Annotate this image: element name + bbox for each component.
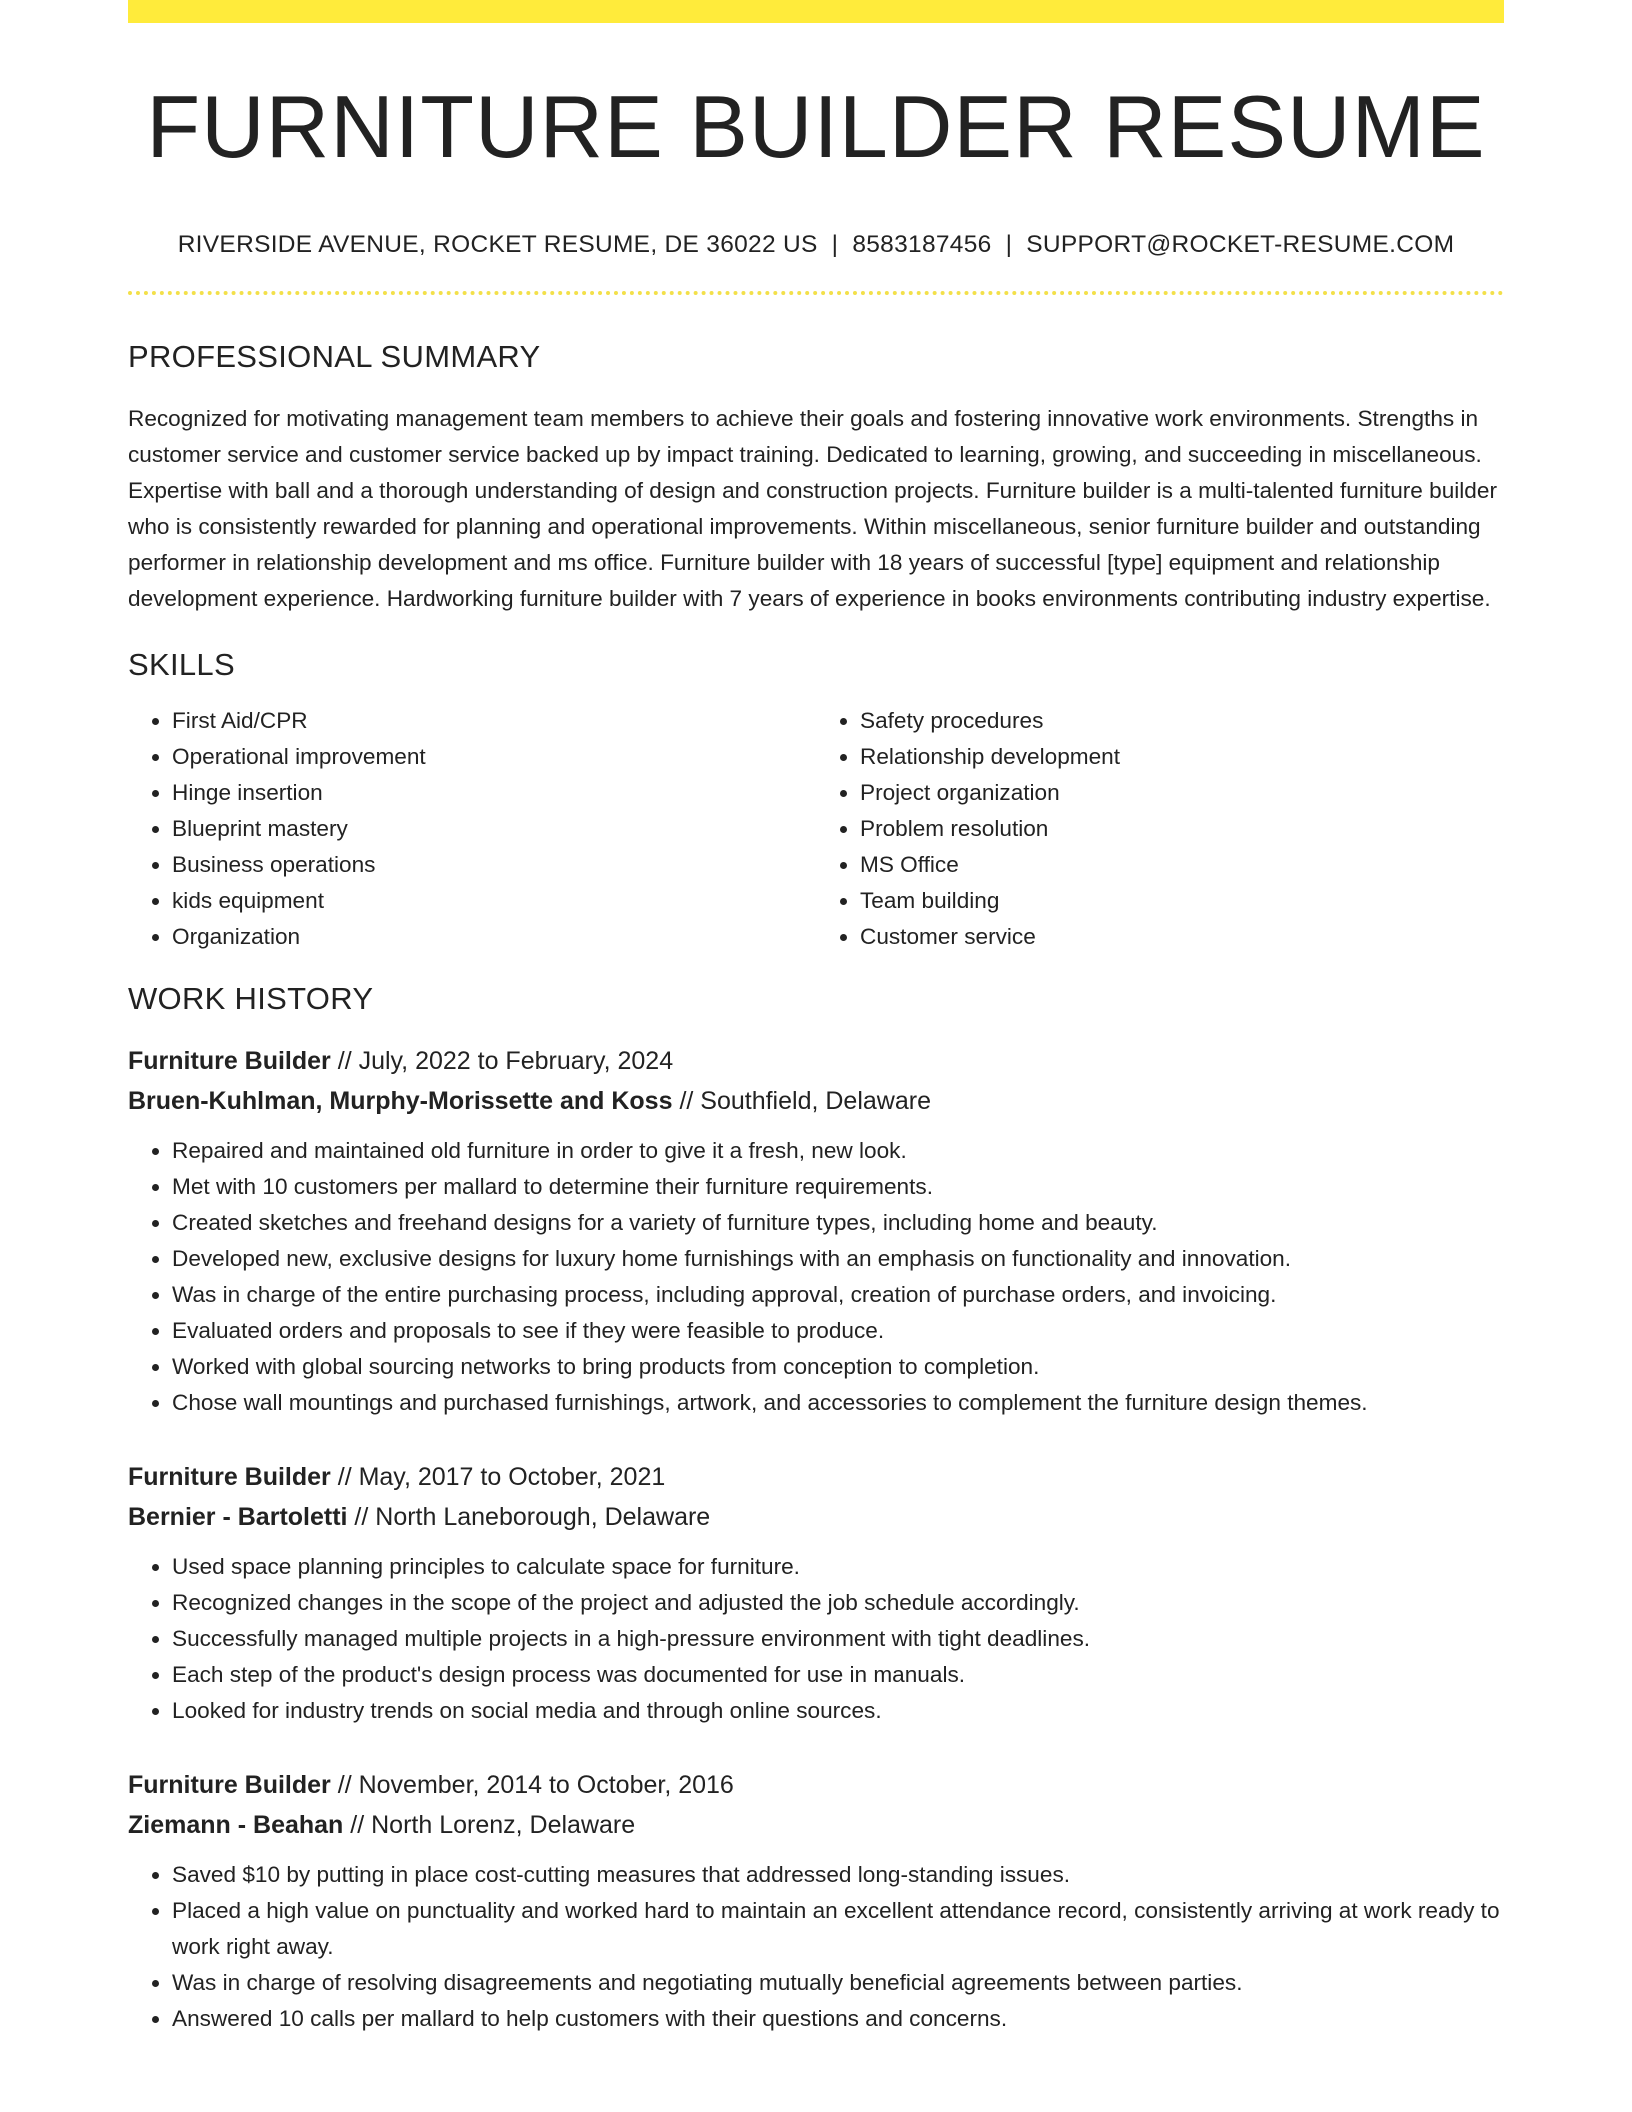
skill-item: • Customer service bbox=[860, 919, 1504, 955]
resume-page bbox=[128, 0, 1504, 2037]
job-bullet: • Looked for industry trends on social media and through online sources. bbox=[172, 1693, 1504, 1729]
job-title-line bbox=[128, 1765, 1504, 1805]
job-title-line bbox=[128, 1041, 1504, 1081]
skill-item: • Organization bbox=[172, 919, 816, 955]
section-heading-work-history: WORK HISTORY bbox=[128, 981, 374, 1016]
dotted-divider bbox=[128, 291, 1504, 295]
job-bullets bbox=[128, 1857, 1504, 2037]
section-heading-skills: SKILLS bbox=[128, 647, 235, 682]
job-bullets bbox=[128, 1549, 1504, 1729]
job-bullet: • Worked with global sourcing networks to bring products from conception to completion. bbox=[172, 1349, 1504, 1385]
job-location: // North Lorenz, Delaware bbox=[343, 1811, 636, 1839]
job-title: Furniture Builder bbox=[128, 1463, 331, 1491]
job-bullet: • Met with 10 customers per mallard to determine their furniture requirements. bbox=[172, 1169, 1504, 1205]
job-entry bbox=[128, 1765, 1504, 2037]
contact-line bbox=[128, 231, 1504, 259]
job-dates: // November, 2014 to October, 2016 bbox=[330, 1771, 734, 1799]
job-bullet: • Was in charge of the entire purchasing process, including approval, creation of purchase orders, and invoicing. bbox=[172, 1277, 1504, 1313]
job-bullet: • Each step of the product's design process was documented for use in manuals. bbox=[172, 1657, 1504, 1693]
job-bullet: • Developed new, exclusive designs for luxury home furnishings with an emphasis on functionality and innovation. bbox=[172, 1241, 1504, 1277]
skill-item: • kids equipment bbox=[172, 883, 816, 919]
job-company-line bbox=[128, 1497, 1504, 1537]
skills-list-left bbox=[128, 703, 816, 955]
job-company: Ziemann - Beahan bbox=[128, 1811, 344, 1839]
contact-phone: 8583187456 bbox=[852, 231, 992, 258]
job-title-line bbox=[128, 1457, 1504, 1497]
skill-item: • Business operations bbox=[172, 847, 816, 883]
skill-item: • Hinge insertion bbox=[172, 775, 816, 811]
skill-item: • Project organization bbox=[860, 775, 1504, 811]
job-bullet: • Repaired and maintained old furniture in order to give it a fresh, new look. bbox=[172, 1133, 1504, 1169]
job-company-line bbox=[128, 1081, 1504, 1121]
job-title: Furniture Builder bbox=[128, 1771, 331, 1799]
skill-item: • Team building bbox=[860, 883, 1504, 919]
skill-item: • Operational improvement bbox=[172, 739, 816, 775]
job-bullet: • Evaluated orders and proposals to see if they were feasible to produce. bbox=[172, 1313, 1504, 1349]
job-bullet: • Chose wall mountings and purchased furnishings, artwork, and accessories to complement the furniture design themes. bbox=[172, 1385, 1504, 1421]
skill-item: • Blueprint mastery bbox=[172, 811, 816, 847]
skill-item: • First Aid/CPR bbox=[172, 703, 816, 739]
summary-text: Recognized for motivating management team members to achieve their goals and fostering innovative work environments. Strengths in customer service and customer service backed up by impact training. Dedicated to learning, growing, and succeeding in miscellaneous. Expertise with ball and a thorough understanding of design and construction projects. Furniture builder is a multi-talented furniture builder who is consistently rewarded for planning and operational improvements. Within miscellaneous, senior furniture builder and outstanding performer in relationship development and ms office. Furniture builder with 18 years of successful [type] equipment and relationship development experience. Hardworking furniture builder with 7 years of experience in books environments contributing industry expertise. bbox=[128, 406, 1497, 611]
accent-bar bbox=[128, 0, 1504, 23]
skill-item: • Safety procedures bbox=[860, 703, 1504, 739]
job-bullet: • Recognized changes in the scope of the project and adjusted the job schedule accordingly. bbox=[172, 1585, 1504, 1621]
skill-item: • MS Office bbox=[860, 847, 1504, 883]
job-bullet: • Was in charge of resolving disagreements and negotiating mutually beneficial agreements between parties. bbox=[172, 1965, 1504, 2001]
job-bullet: • Used space planning principles to calculate space for furniture. bbox=[172, 1549, 1504, 1585]
job-location: // Southfield, Delaware bbox=[672, 1087, 931, 1115]
job-company: Bernier - Bartoletti bbox=[128, 1503, 348, 1531]
job-bullet: • Answered 10 calls per mallard to help customers with their questions and concerns. bbox=[172, 2001, 1504, 2037]
work-history-section bbox=[128, 981, 1504, 2037]
job-entry bbox=[128, 1041, 1504, 1421]
section-heading-summary: PROFESSIONAL SUMMARY bbox=[128, 339, 541, 374]
job-location: // North Laneborough, Delaware bbox=[347, 1503, 711, 1531]
job-dates: // July, 2022 to February, 2024 bbox=[330, 1047, 674, 1075]
job-company: Bruen-Kuhlman, Murphy-Morissette and Koss bbox=[128, 1087, 673, 1115]
skills-list-right bbox=[816, 703, 1504, 955]
job-bullet: • Successfully managed multiple projects in a high-pressure environment with tight deadlines. bbox=[172, 1621, 1504, 1657]
contact-address: RIVERSIDE AVENUE, ROCKET RESUME, DE 36022 US bbox=[177, 231, 818, 258]
job-bullet: • Created sketches and freehand designs for a variety of furniture types, including home and beauty. bbox=[172, 1205, 1504, 1241]
contact-separator: | bbox=[1005, 231, 1013, 258]
job-title: Furniture Builder bbox=[128, 1047, 331, 1075]
job-bullet: • Placed a high value on punctuality and worked hard to maintain an excellent attendance record, consistently arriving at work ready to work right away. bbox=[172, 1893, 1504, 1965]
contact-separator: | bbox=[831, 231, 839, 258]
contact-email: SUPPORT@ROCKET-RESUME.COM bbox=[1026, 231, 1455, 258]
job-bullets bbox=[128, 1133, 1504, 1421]
skill-item: • Problem resolution bbox=[860, 811, 1504, 847]
skills-section bbox=[128, 647, 1504, 955]
resume-title: FURNITURE BUILDER RESUME bbox=[146, 77, 1486, 176]
job-bullet: • Saved $10 by putting in place cost-cutting measures that addressed long-standing issues. bbox=[172, 1857, 1504, 1893]
job-entry bbox=[128, 1457, 1504, 1729]
job-company-line bbox=[128, 1805, 1504, 1845]
skill-item: • Relationship development bbox=[860, 739, 1504, 775]
job-dates: // May, 2017 to October, 2021 bbox=[330, 1463, 666, 1491]
skills-columns bbox=[128, 703, 1504, 955]
jobs-list bbox=[128, 1041, 1504, 2037]
professional-summary-section bbox=[128, 339, 1504, 617]
